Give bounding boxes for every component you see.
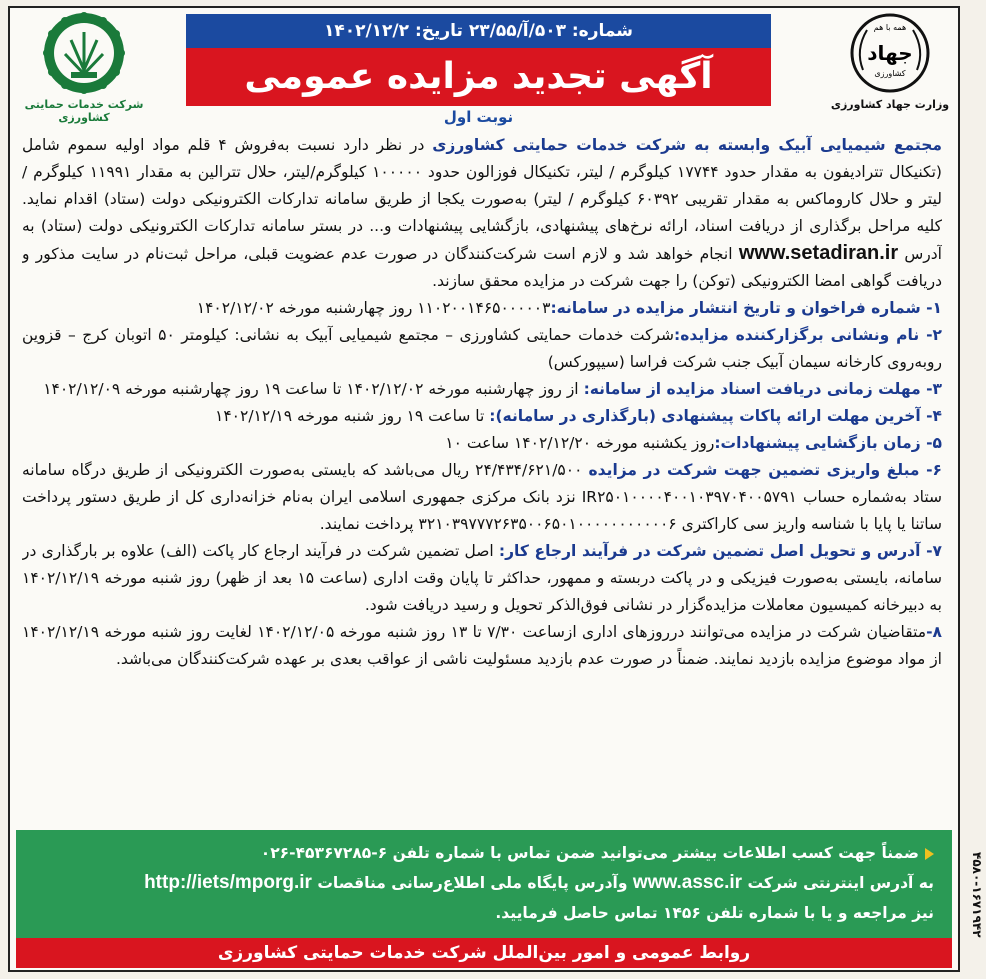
ad-body	[22, 132, 942, 818]
item-label: ۶- مبلغ واریزی تضمین جهت شرکت در مزایده	[588, 461, 942, 479]
contact-line-1: ضمناً جهت کسب اطلاعات بیشتر می‌توانید ضمن تماس با شماره تلفن ۶-۴۵۳۶۷۲۸۵-۰۲۶	[34, 838, 934, 868]
ministry-emblem-icon	[847, 10, 933, 96]
tenders-url-link[interactable]: http://iets/mporg.ir	[144, 872, 312, 893]
item-label: ۷- آدرس و تحویل اصل تضمین شرکت در فرآیند ارجاع کار:	[498, 542, 942, 560]
public-relations-footer: روابط عمومی و امور بین‌الملل شرکت خدمات حمایتی کشاورزی	[16, 938, 952, 968]
contact-line-2: به آدرس اینترنتی شرکت www.assc.ir وآدرس پایگاه ملی اطلاع‌رسانی مناقصات http://iets/mporg.ir	[144, 872, 934, 893]
item-text: روز یکشنبه مورخه ۱۴۰۲/۱۲/۲۰ ساعت ۱۰	[445, 434, 715, 452]
list-item	[22, 295, 942, 322]
item-label: ۴- آخرین مهلت ارائه پاکات پیشنهادی (بارگذاری در سامانه):	[489, 407, 942, 425]
contact-line-3: نیز مراجعه و یا با شماره تلفن ۱۴۵۶ تماس حاصل فرمایید.	[495, 904, 934, 922]
list-item	[22, 457, 942, 538]
ministry-logo-caption: وزارت جهاد کشاورزی	[830, 98, 950, 111]
arrow-icon	[925, 848, 934, 860]
ministry-logo-small: کشاورزی	[874, 69, 906, 78]
company-logo-caption: شرکت خدمات حمایتی کشاورزی	[24, 98, 144, 124]
item-text: ۲۴/۴۳۴/۶۲۱/۵۰۰ ریال می‌باشد که بایستی به‌صورت الکترونیکی از طریق درگاه سامانه ستاد به‌شماره حساب IR۲۵۰۱۰۰۰۰۴۰۰۱۰۳۹۷۰۴۰۰۵۷۹۱ نزد بانک مرکزی جمهوری اسلامی ایران به‌نام خزانه‌داری کل از طریق دستور پرداخت ساتنا یا پایا با شناسه واریز سی کاراکتری ۳۲۱۰۳۹۷۷۷۲۶۳۵۰۰۶۵۰۱۰۰۰۰۰۰۰۰۰۰۰۶ پرداخت نمایند.	[22, 461, 942, 533]
list-item	[22, 403, 942, 430]
setad-url-link[interactable]: www.setadiran.ir	[738, 242, 899, 264]
item-label: ۵- زمان بازگشایی پیشنهادات:	[714, 434, 942, 452]
ministry-logo	[820, 10, 960, 120]
ad-subtitle: نوبت اول	[443, 108, 514, 126]
contact-box	[16, 830, 952, 938]
intro-text-2: انجام خواهد شد و لازم است شرکت‌کنندگان در صورت عدم عضویت قبلی، مراحل ثبت‌نام در سایت مذکور و دریافت گواهی امضا الکترونیکی (توکن) را جهت شرکت در مزایده محقق سازند.	[22, 245, 942, 290]
ad-title: آگهی تجدید مزایده عمومی	[186, 48, 771, 106]
list-item	[22, 538, 942, 619]
item-text: تا ساعت ۱۹ روز شنبه مورخه ۱۴۰۲/۱۲/۱۹	[215, 407, 485, 425]
wheat-emblem-icon	[41, 10, 127, 96]
item-text: شرکت خدمات حمایتی کشاورزی – مجتمع شیمیایی آبیک به نشانی: کیلومتر ۵۰ اتوبان کرج – قزوین روبه‌روی کارخانه سیمان آبیک جنب شرکت فراسا (سیپورکس)	[22, 326, 942, 371]
list-item	[22, 376, 942, 403]
ad-number-date: شماره: ۵۰۳/آ/۲۳/۵۵ تاریخ: ۱۴۰۲/۱۲/۲	[186, 14, 771, 48]
side-code: ۴۵۸۰-۱۶۷۱۹۴۲	[970, 852, 984, 938]
item-label: ۱- شماره فراخوان و تاریخ انتشار مزایده در سامانه:	[550, 299, 942, 317]
item-label: ۳- مهلت زمانی دریافت اسناد مزایده از سامانه:	[583, 380, 942, 398]
item-text: متقاضیان شرکت در مزایده می‌توانند درروزهای اداری ازساعت ۷/۳۰ تا ۱۳ روز شنبه مورخه ۱۴۰۲/۱۲/۰۵ لغایت روز شنبه مورخه ۱۴۰۲/۱۲/۱۹ از مواد موضوع مزایده بازدید نمایند. ضمناً در صورت عدم بازدید مسئولیت ناشی از عواقب بعدی بر عهده شرکت‌کنندگان می‌باشد.	[22, 623, 942, 668]
item-text: اصل تضمین شرکت در فرآیند ارجاع کار پاکت (الف) علاوه بر بارگذاری در سامانه، بایستی به‌صورت فیزیکی و در پاکت دربسته و ممهور، حداکثر تا پایان وقت اداری (ساعت ۱۵ بعد از ظهر) روز شنبه مورخه ۱۴۰۲/۱۲/۱۹ به دبیرخانه کمیسیون معاملات مزایده‌گزار در نشانی فوق‌الذکر تحویل و رسید دریافت شود.	[22, 542, 942, 614]
company-url-link[interactable]: www.assc.ir	[632, 872, 743, 893]
intro-lead: مجتمع شیمیایی آبیک وابسته به شرکت خدمات حمایتی کشاورزی	[432, 136, 942, 154]
company-logo	[14, 10, 154, 124]
list-item	[22, 430, 942, 457]
item-text: از روز چهارشنبه مورخه ۱۴۰۲/۱۲/۰۲ تا ساعت ۱۹ روز چهارشنبه مورخه ۱۴۰۲/۱۲/۰۹	[43, 380, 579, 398]
ministry-logo-word: جهاد	[867, 41, 913, 65]
list-item	[22, 619, 942, 673]
item-label: ۲- نام ونشانی برگزارکننده مزایده:	[674, 326, 942, 344]
intro-text-1: در نظر دارد نسبت به‌فروش ۴ قلم مواد اولیه سموم شامل (تکنیکال تترادیفون به مقدار حدود ۱۷۷۴۴ کیلوگرم / لیتر، تکنیکال فوزالون حدود ۱۰۰۰۰۰ کیلوگرم/لیتر، حلال تترالین به مقدار ۱۱۹۹۱ کیلوگرم / لیتر و حلال کاروماکس به مقدار تقریبی ۶۰۳۹۲ کیلوگرم / لیتر) به‌صورت یکجا از طریق سامانه تدارکات الکترونیکی دولت (ستاد) اقدام نماید. کلیه مراحل برگذاری از دریافت اسناد، ارائه نرخ‌های پیشنهادی، بازگشایی پیشنهادات و... در بستر سامانه تدارکات الکترونیکی دولت (ستاد) به آدرس	[22, 136, 942, 263]
item-label: ۸-	[926, 623, 942, 641]
ministry-logo-top: همه با هم	[873, 23, 907, 32]
list-item	[22, 322, 942, 376]
item-text: ۱۱۰۲۰۰۱۴۶۵۰۰۰۰۰۳ روز چهارشنبه مورخه ۱۴۰۲/۱۲/۰۲	[196, 299, 551, 317]
intro-paragraph	[22, 132, 942, 295]
